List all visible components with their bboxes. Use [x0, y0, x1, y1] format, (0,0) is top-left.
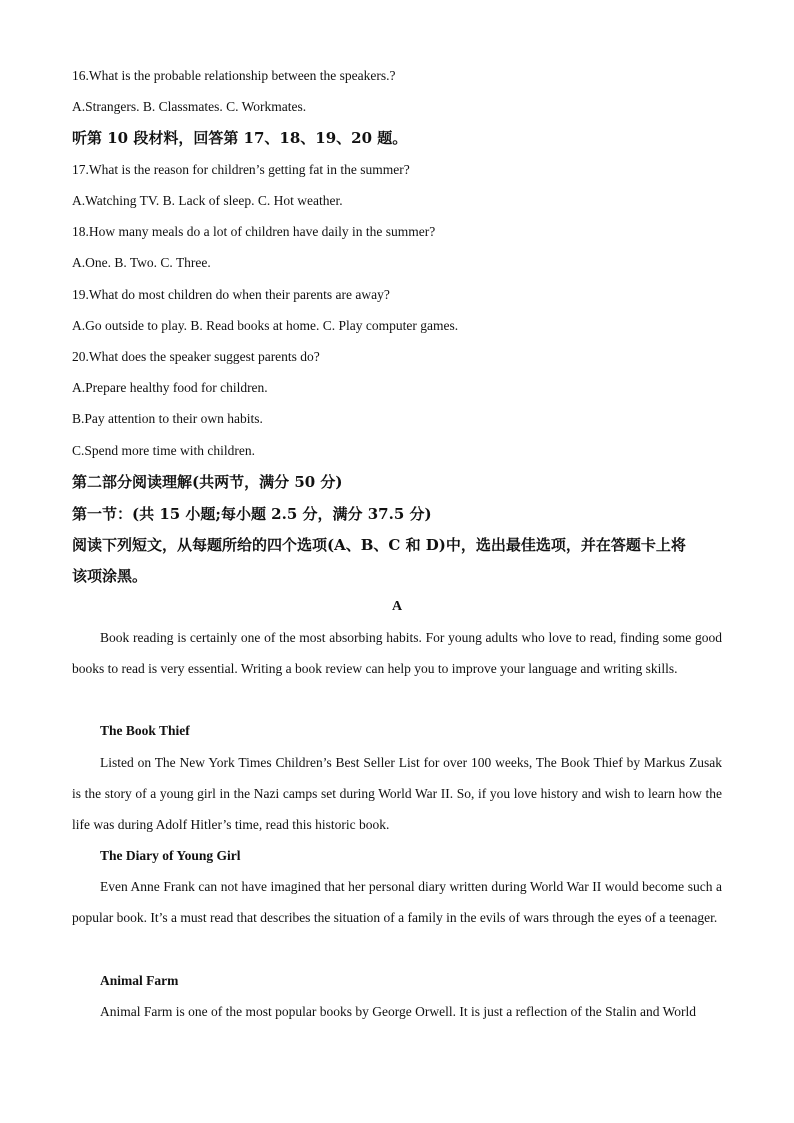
- question-18: 18.How many meals do a lot of children have daily in the summer?: [72, 224, 436, 239]
- passage-intro: Book reading is certainly one of the most absorbing habits. For young adults who love to read, finding some good books to read is very essential. Writing a book review can help you to improve your language and writing skills.: [72, 630, 722, 676]
- question-20: 20.What does the speaker suggest parents do?: [72, 349, 320, 364]
- section-10-instruction: 听第 10 段材料，回答第 17、18、19、20 题。: [72, 129, 408, 147]
- book-description-diary: Even Anne Frank can not have imagined that her personal diary written during World War II would become such a popular book. It’s a must read that describes the situation of a family in the evils of wars through the eyes of a teenager.: [72, 879, 722, 925]
- reading-instruction-line-2: 该项涂黑。: [72, 567, 148, 585]
- question-16: 16.What is the probable relationship between the speakers.?: [72, 68, 396, 83]
- question-20-option-c: C.Spend more time with children.: [72, 443, 255, 458]
- book-description-animal-farm: Animal Farm is one of the most popular books by George Orwell. It is just a reflection of the Stalin and World: [100, 1004, 697, 1019]
- question-17-options: A.Watching TV. B. Lack of sleep. C. Hot weather.: [72, 193, 343, 208]
- book-title-animal-farm: Animal Farm: [100, 973, 179, 988]
- question-18-options: A.One. B. Two. C. Three.: [72, 255, 211, 270]
- book-title-diary: The Diary of Young Girl: [100, 848, 241, 863]
- question-20-option-b: B.Pay attention to their own habits.: [72, 411, 263, 426]
- part-2-title: 第二部分阅读理解(共两节，满分 50 分): [72, 473, 343, 491]
- question-19: 19.What do most children do when their parents are away?: [72, 287, 390, 302]
- question-17: 17.What is the reason for children’s getting fat in the summer?: [72, 162, 410, 177]
- question-20-option-a: A.Prepare healthy food for children.: [72, 380, 268, 395]
- passage-label: A: [391, 599, 403, 614]
- book-title-book-thief: The Book Thief: [100, 723, 190, 738]
- section-1-title: 第一节：(共 15 小题;每小题 2.5 分，满分 37.5 分): [72, 505, 432, 523]
- book-description-book-thief: Listed on The New York Times Children’s Best Seller List for over 100 weeks, The Book Thief by Markus Zusak is the story of a young girl in the Nazi camps set during World War II. So, if you love history and wish to learn how the life was during Adolf Hitler’s time, read this historic book.: [72, 755, 722, 832]
- question-16-options: A.Strangers. B. Classmates. C. Workmates.: [72, 99, 307, 114]
- question-19-options: A.Go outside to play. B. Read books at home. C. Play computer games.: [72, 318, 459, 333]
- reading-instruction-line-1: 阅读下列短文，从每题所给的四个选项(A、B、C 和 D)中，选出最佳选项，并在答题卡上将: [72, 536, 686, 554]
